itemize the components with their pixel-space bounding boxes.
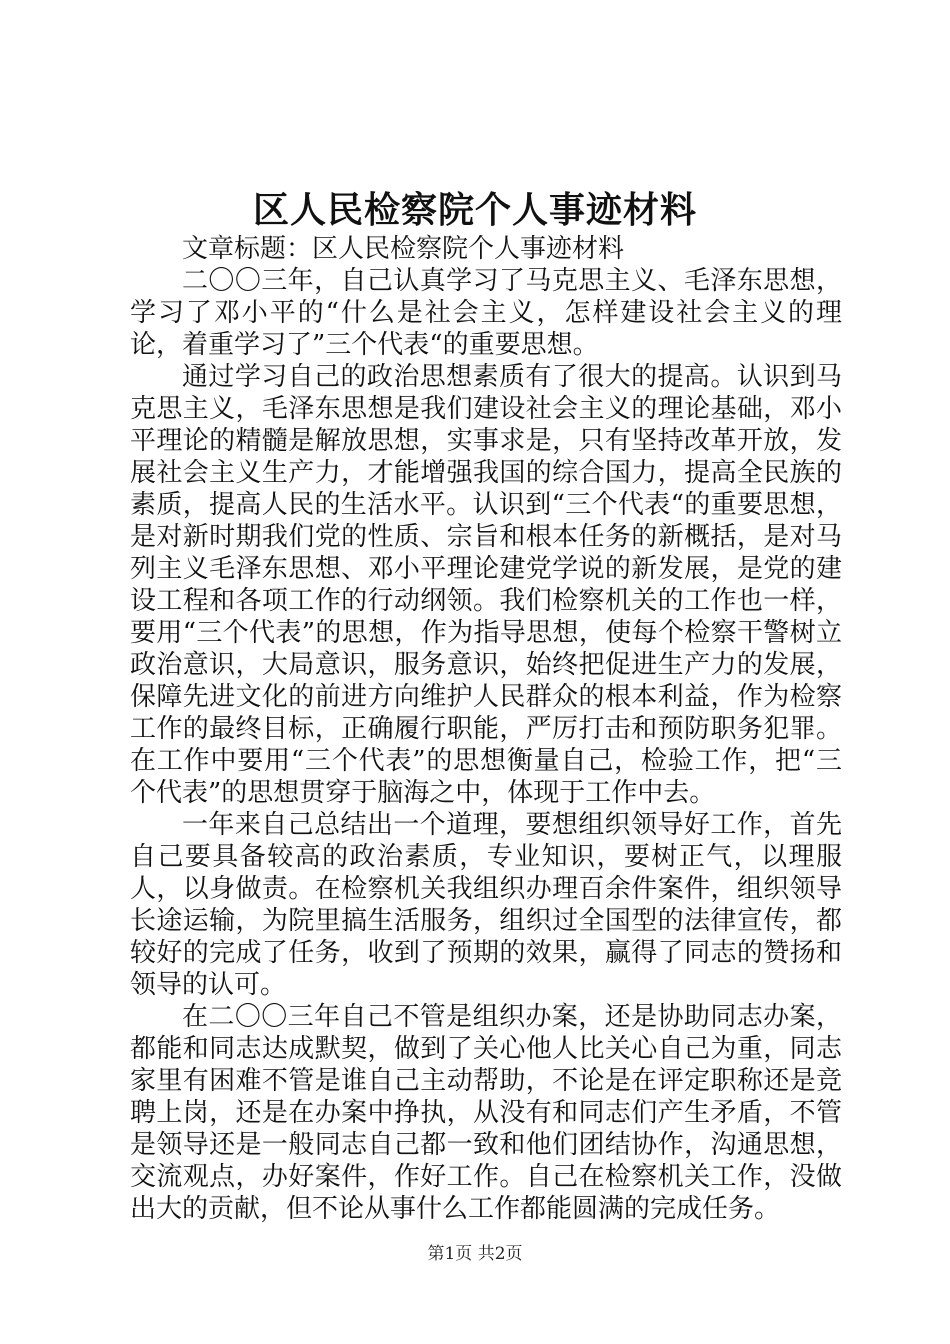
page-number-footer: 第1页 共2页 bbox=[427, 1244, 523, 1264]
article-title-line: 文章标题：区人民检察院个人事迹材料 bbox=[182, 234, 625, 264]
paragraph-leadership: 一年来自己总结出一个道理，要想组织领导好工作，首先自己要具备较高的政治素质，专业知识，要树正气，以理服人，以身做责。在检察机关我组织办理百余件案件，组织领导长途运输，为院里搞生活服务，组织过全国型的法律宣传，都较好的完成了任务，收到了预期的效果，赢得了同志的赞扬和领导的认可。 bbox=[130, 810, 842, 1000]
document-body bbox=[130, 233, 842, 1225]
document-title: 区人民检察院个人事迹材料 bbox=[252, 189, 697, 231]
paragraph-study: 二〇〇三年，自己认真学习了马克思主义、毛泽东思想，学习了邓小平的“什么是社会主义，怎样建设社会主义的理论，着重学习了”三个代表“的重要思想。 bbox=[130, 266, 842, 360]
paragraph-cooperation: 在二〇〇三年自己不管是组织办案，还是协助同志办案，都能和同志达成默契，做到了关心他人比关心自己为重，同志家里有困难不管是谁自己主动帮助，不论是在评定职称还是竞聘上岗，还是在办案中挣执，从没有和同志们产生矛盾，不管是领导还是一般同志自己都一致和他们团结协作，沟通思想，交流观点，办好案件，作好工作。自己在检察机关工作，没做出大的贡献，但不论从事什么工作都能圆满的完成任务。 bbox=[130, 1002, 842, 1224]
paragraph-political-quality: 通过学习自己的政治思想素质有了很大的提高。认识到马克思主义，毛泽东思想是我们建设社会主义的理论基础，邓小平理论的精髓是解放思想，实事求是，只有坚持改革开放，发展社会主义生产力，才能增强我国的综合国力，提高全民族的素质，提高人民的生活水平。认识到“三个代表“的重要思想，是对新时期我们党的性质、宗旨和根本任务的新概括，是对马列主义毛泽东思想、邓小平理论建党学说的新发展，是党的建设工程和各项工作的行动纲领。我们检察机关的工作也一样，要用“三个代表”的思想，作为指导思想，使每个检察干警树立政治意识，大局意识，服务意识，始终把促进生产力的发展，保障先进文化的前进方向维护人民群众的根本利益，作为检察工作的最终目标，正确履行职能，严厉打击和预防职务犯罪。在工作中要用“三个代表”的思想衡量自己，检验工作，把“三个代表”的思想贯穿于脑海之中，体现于工作中去。 bbox=[130, 362, 842, 808]
